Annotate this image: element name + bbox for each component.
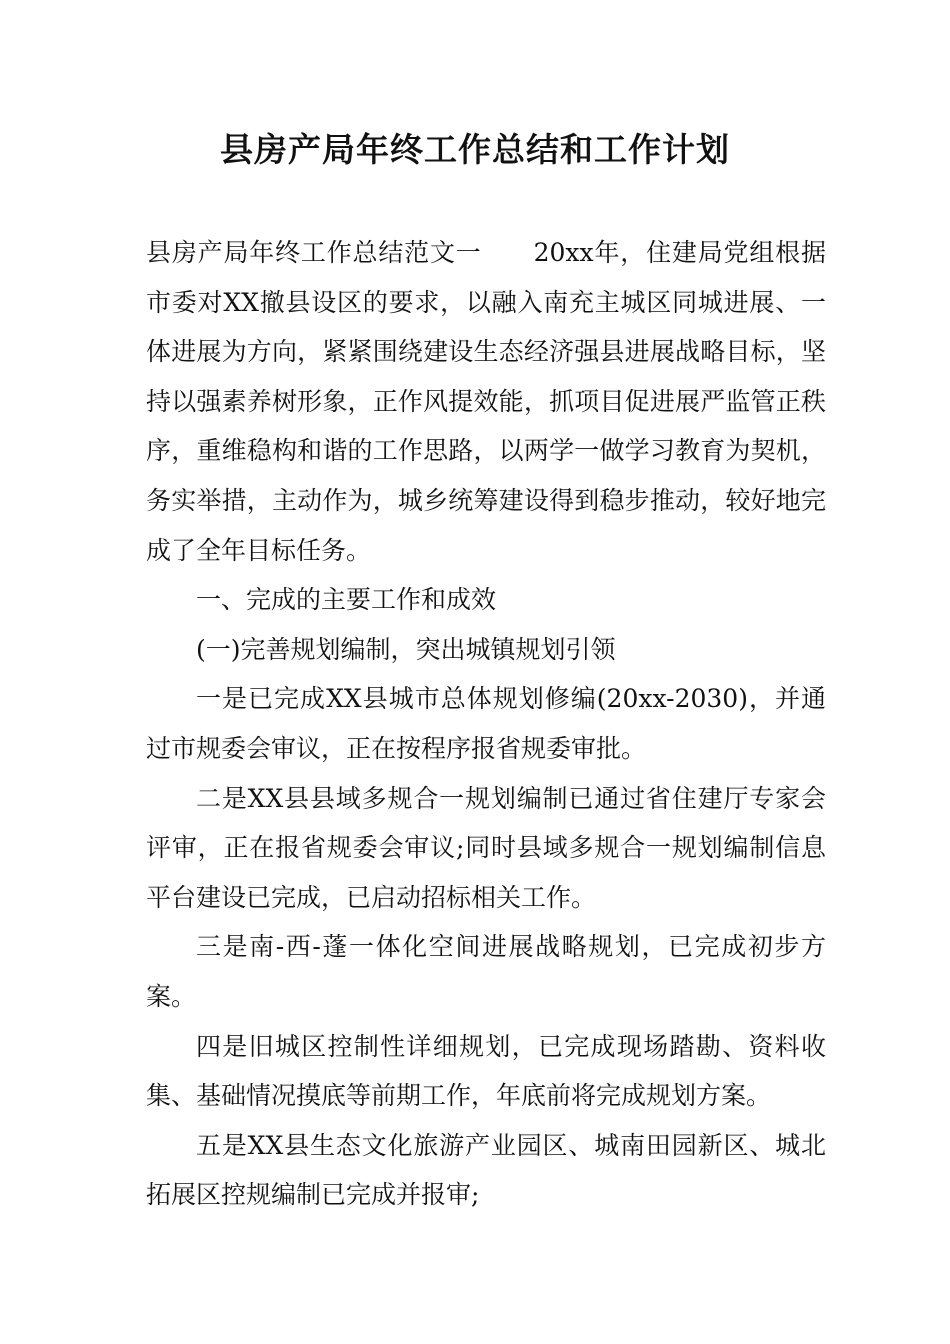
body-paragraph: 五是XX县生态文化旅游产业园区、城南田园新区、城北拓展区控规编制已完成并报审; — [146, 1130, 826, 1210]
intro-lead: 县房产局年终工作总结范文一 — [146, 238, 482, 267]
document-title: 县房产局年终工作总结和工作计划 — [220, 130, 730, 169]
section-heading: 一、完成的主要工作和成效 — [196, 585, 497, 615]
body-paragraph: 一是已完成XX县城市总体规划修编(20xx-2030)，并通过市规委会审议，正在按程序报省规委审批。 — [146, 684, 826, 763]
intro-paragraph — [146, 228, 826, 575]
subsection-heading: (一)完善规划编制，突出城镇规划引领 — [196, 634, 616, 664]
body-paragraph: 三是南-西-蓬一体化空间进展战略规划，已完成初步方案。 — [146, 932, 826, 1011]
body-paragraph: 二是XX县县域多规合一规划编制已通过省住建厅专家会评审，正在报省规委会审议;同时县域多规合一规划编制信息平台建设已完成，已启动招标相关工作。 — [146, 783, 826, 912]
intro-body: 20xx年，住建局党组根据市委对XX撤县设区的要求，以融入南充主城区同城进展、一体进展为方向，紧紧围绕建设生态经济强县进展战略目标，坚持以强素养树形象，正作风提效能，抓项目促进展严监管正秩序，重维稳构和谐的工作思路，以两学一做学习教育为契机，务实举措，主动作为，城乡统筹建设得到稳步推动，较好地完成了全年目标任务。 — [146, 238, 826, 565]
document-body — [146, 228, 826, 1220]
body-paragraph: 四是旧城区控制性详细规划，已完成现场踏勘、资料收集、基础情况摸底等前期工作，年底前将完成规划方案。 — [146, 1031, 826, 1111]
